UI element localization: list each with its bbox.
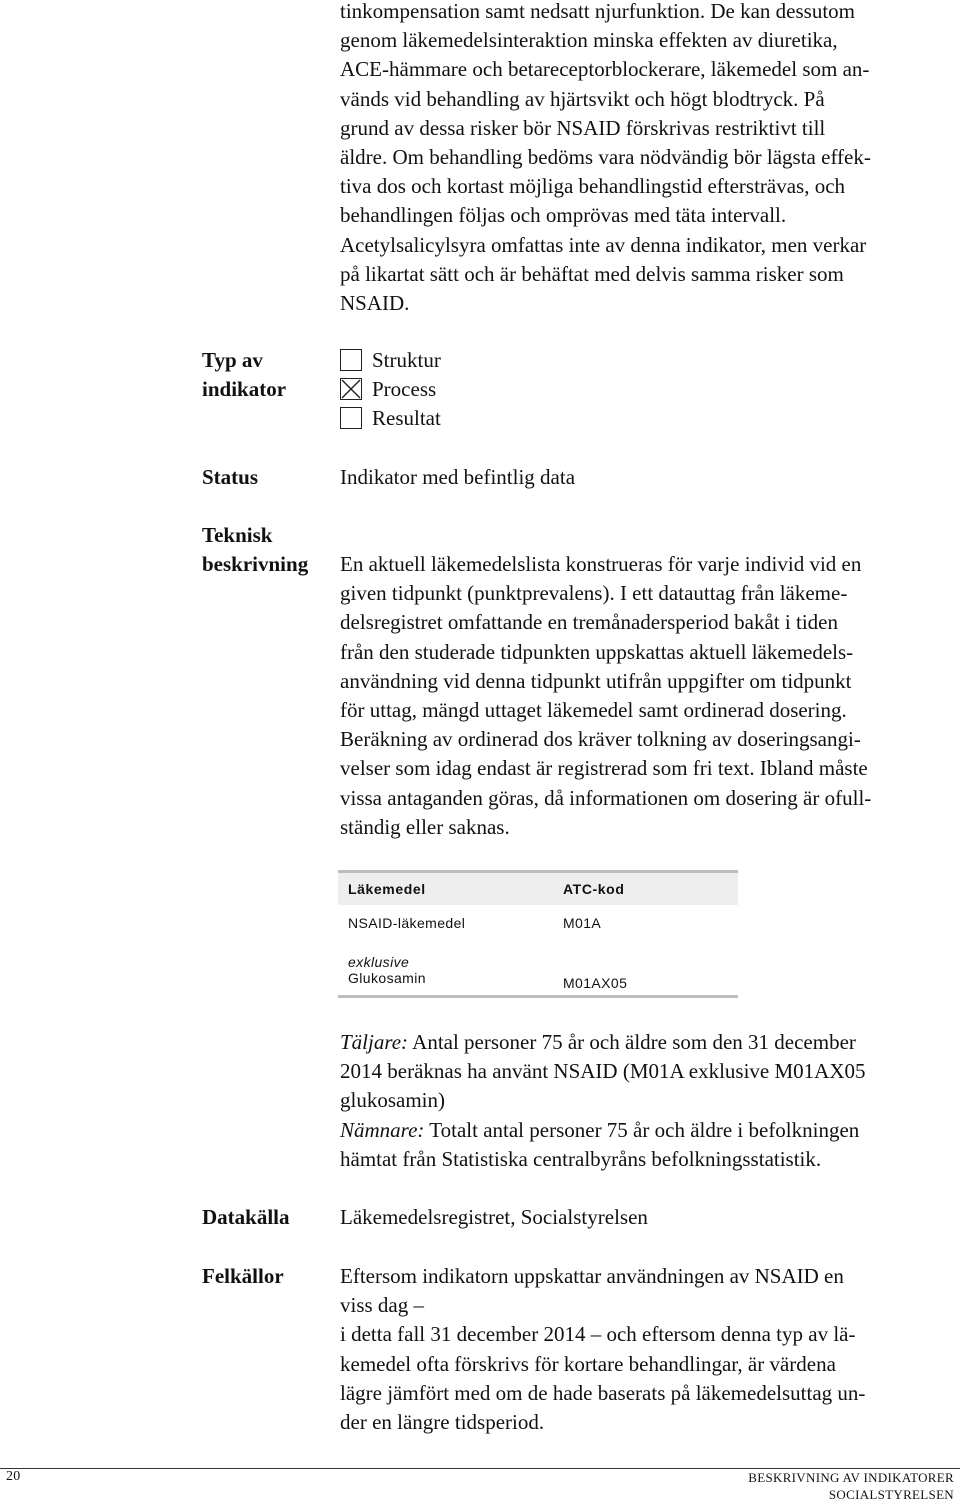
felkallor-line: Eftersom indikatorn uppskattar användningen av NSAID en <box>340 1264 844 1288</box>
cell-code: M01AX05 <box>553 941 738 997</box>
intro-line: äldre. Om behandling bedöms vara nödvändig bör lägsta effek- <box>340 145 871 170</box>
intro-line: behandlingen följas och omprövas med täta intervall. <box>340 203 787 228</box>
cell-prefix: exklusive <box>348 954 410 970</box>
taljare-namnare-block <box>340 1028 866 1174</box>
teknisk-line: vissa antaganden göras, då informationen om dosering är ofull- <box>340 785 872 810</box>
intro-line: Acetylsalicylsyra omfattas inte av denna indikator, men verkar <box>340 232 867 257</box>
intro-line: NSAID. <box>340 291 410 316</box>
taljare-term: Täljare: <box>340 1030 409 1054</box>
teknisk-line: delsregistret omfattande en tremånadersperiod bakåt i tiden <box>340 610 838 635</box>
namnare-text: Totalt antal personer 75 år och äldre i befolkningen <box>424 1117 860 1142</box>
intro-line: ACE-hämmare och betareceptorblockerare, läkemedel som an- <box>340 57 870 82</box>
felkallor-label: Felkällor <box>202 1264 284 1288</box>
medication-table <box>338 870 738 998</box>
header-lakemedel: Läkemedel <box>338 872 553 906</box>
datakalla-value: Läkemedelsregistret, Socialstyrelsen <box>340 1205 648 1229</box>
checkbox-process[interactable] <box>340 378 362 400</box>
namnare-line2: hämtat från Statistiska centralbyråns befolkningsstatistik. <box>340 1146 822 1171</box>
option-struktur[interactable] <box>340 347 441 373</box>
taljare-line1 <box>340 1028 866 1057</box>
felkallor-line: der en längre tidsperiod. <box>340 1410 545 1435</box>
checkmark-x-icon <box>341 379 363 401</box>
option-resultat[interactable] <box>340 405 441 431</box>
intro-line: tiva dos och kortast möjliga behandlingstid eftersträvas, och <box>340 174 846 199</box>
footer-line2: SOCIALSTYRELSEN <box>828 1487 954 1502</box>
felkallor-text <box>340 1262 865 1437</box>
datakalla-label: Datakälla <box>202 1205 290 1229</box>
namnare-term: Nämnare: <box>340 1117 425 1142</box>
namnare-line1 <box>340 1116 866 1145</box>
teknisk-line: En aktuell läkemedelslista konstrueras för varje individ vid en <box>340 552 862 576</box>
option-resultat-label: Resultat <box>372 405 441 430</box>
checkbox-struktur[interactable] <box>340 349 362 371</box>
teknisk-line: för uttag, mängd uttaget läkemedel samt ordinerad dosering. <box>340 698 847 723</box>
status-label: Status <box>202 465 259 489</box>
typ-label-line2: indikator <box>202 377 287 402</box>
page-number: 20 <box>6 1469 21 1484</box>
teknisk-line: från den studerade tidpunkten uppskattas aktuell läkemedels- <box>340 639 854 664</box>
intro-line: genom läkemedelsinteraktion minska effekten av diuretika, <box>340 28 838 53</box>
typ-av-indikator-label <box>202 346 286 404</box>
teknisk-label-line2: beskrivning <box>202 552 309 577</box>
option-struktur-label: Struktur <box>372 347 441 372</box>
header-atc-kod: ATC-kod <box>553 872 738 906</box>
teknisk-line: given tidpunkt (punktprevalens). I ett datauttag från läkeme- <box>340 581 848 606</box>
felkallor-line: i detta fall 31 december 2014 – och eftersom denna typ av lä- <box>340 1322 856 1347</box>
teknisk-line: velser som idag endast är registrerad som fri text. Ibland måste <box>340 756 868 781</box>
cell-code: M01A <box>563 915 602 931</box>
felkallor-line: kemedel ofta förskrivs för kortare behandlingar, är värdena <box>340 1351 836 1376</box>
intro-line: grund av dessa risker bör NSAID förskrivas restriktivt till <box>340 115 826 140</box>
cell-name-text: Glukosamin <box>348 970 426 986</box>
intro-paragraph <box>340 0 871 318</box>
typ-label-line1: Typ av <box>202 348 263 372</box>
footer-line1: BESKRIVNING AV INDIKATORER <box>748 1470 954 1485</box>
taljare-line2: 2014 beräknas ha använt NSAID (M01A exklusive M01AX05 <box>340 1059 866 1084</box>
intro-line: på likartat sätt och är behäftat med delvis samma risker som <box>340 261 844 286</box>
teknisk-line: Beräkning av ordinerad dos kräver tolkning av doseringsangi- <box>340 727 861 752</box>
teknisk-beskrivning-text <box>340 550 871 842</box>
intro-line: vänds vid behandling av hjärtsvikt och högt blodtryck. På <box>340 86 825 111</box>
taljare-text: Antal personer 75 år och äldre som den 31 december <box>408 1030 856 1054</box>
table-row <box>338 941 738 997</box>
checkbox-resultat[interactable] <box>340 407 362 429</box>
teknisk-line: användning vid denna tidpunkt utifrån uppgifter om tidpunkt <box>340 668 852 693</box>
option-process-label: Process <box>372 376 437 401</box>
intro-line: tinkompensation samt nedsatt njurfunktion. De kan dessutom <box>340 0 856 23</box>
teknisk-label-line1: Teknisk <box>202 523 273 547</box>
table-header-row <box>338 872 738 906</box>
teknisk-beskrivning-label <box>202 521 308 579</box>
status-value: Indikator med befintlig data <box>340 465 576 489</box>
option-process[interactable] <box>340 376 436 402</box>
felkallor-line: lägre jämfört med om de hade baserats på läkemedelsuttag un- <box>340 1380 866 1405</box>
teknisk-line: ständig eller saknas. <box>340 814 510 839</box>
felkallor-line: viss dag – <box>340 1293 424 1318</box>
cell-name <box>338 941 553 997</box>
footer-text <box>748 1469 954 1503</box>
cell-name: NSAID-läkemedel <box>348 915 466 931</box>
table-row <box>338 905 738 941</box>
taljare-line3: glukosamin) <box>340 1088 445 1113</box>
